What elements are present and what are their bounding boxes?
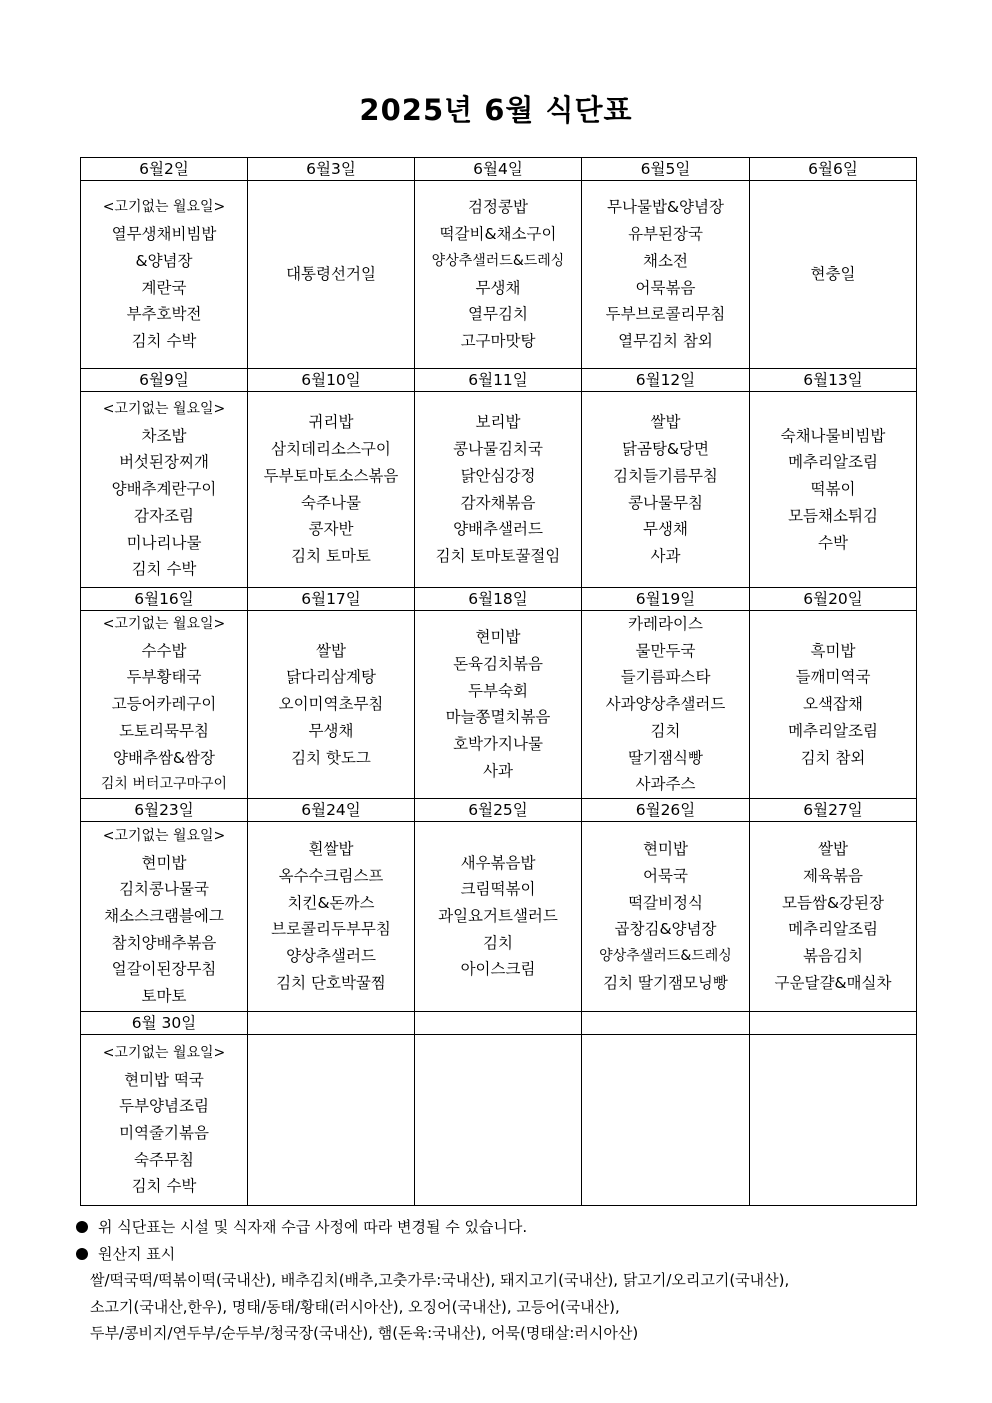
menu-item: 수수밥	[141, 641, 187, 660]
menu-item: 치킨&돈까스	[287, 893, 375, 912]
menu-item: 떡갈비&채소구이	[439, 225, 557, 244]
menu-cell	[248, 181, 415, 369]
change-notice-text: 위 식단표는 시설 및 식자재 수급 사정에 따라 변경될 수 있습니다.	[98, 1218, 528, 1236]
menu-item: 떡갈비정식	[628, 893, 703, 912]
date-cell: 6월17일	[248, 588, 415, 611]
menu-item: 현미밥	[141, 853, 187, 872]
origin-heading	[76, 1241, 936, 1268]
menu-item: 숙주무침	[134, 1150, 194, 1169]
menu-item: 과일요거트샐러드	[438, 907, 558, 926]
date-cell: 6월9일	[81, 369, 248, 392]
menu-item: 김치	[483, 933, 513, 952]
date-cell: 6월19일	[582, 588, 750, 611]
menu-item: 채소전	[643, 251, 688, 270]
menu-cell	[582, 181, 750, 369]
menu-item: 김치 단호박꿀찜	[276, 973, 386, 992]
menu-cell	[582, 611, 750, 799]
menu-item: 제육볶음	[803, 867, 863, 886]
date-cell: 6월24일	[248, 798, 415, 821]
menu-item: 김치 핫도그	[291, 748, 371, 767]
menu-item: 미역줄기볶음	[119, 1123, 209, 1142]
menu-item: 들기름파스타	[620, 668, 711, 687]
menu-item: 카레라이스	[628, 615, 703, 633]
menu-item: 김치 버터고구마구이	[100, 776, 228, 793]
menu-item: 양상추샐러드	[286, 947, 376, 966]
menu-item: 감자채볶음	[460, 493, 536, 512]
meal-plan-table	[80, 157, 917, 1206]
menu-cell	[582, 821, 750, 1011]
menu-item: <고기없는 월요일>	[102, 199, 226, 216]
menu-item: 모듬쌈&강된장	[782, 893, 884, 912]
menu-cell	[248, 392, 415, 588]
menu-item: 두부토마토소스볶음	[263, 466, 399, 485]
menu-item: 김치 토마토	[291, 546, 371, 565]
menu-cell	[415, 392, 582, 588]
menu-item: 현미밥	[475, 628, 521, 647]
menu-item: 고구마맛탕	[460, 331, 536, 350]
menu-item: 도토리묵무침	[119, 721, 209, 740]
menu-item: 아이스크림	[460, 960, 536, 979]
menu-cell	[750, 1034, 917, 1205]
menu-item: 부추호박전	[126, 305, 202, 324]
menu-item: 귀리밥	[308, 413, 354, 432]
menu-item: 쌀밥	[316, 641, 346, 660]
menu-item: 열무김치 참외	[618, 331, 713, 350]
date-cell: 6월11일	[415, 369, 582, 392]
origin-line: 쌀/떡국떡/떡볶이떡(국내산), 배추김치(배추,고춧가루:국내산), 돼지고기(국내산), 닭고기/오리고기(국내산),	[90, 1271, 790, 1289]
change-notice	[76, 1214, 936, 1241]
menu-item: 차조밥	[141, 426, 187, 445]
menu-item: 모듬채소튀김	[788, 506, 878, 525]
menu-item: 두부황태국	[126, 668, 202, 687]
menu-item: 참치양배추볶음	[111, 933, 217, 952]
origin-line: 두부/콩비지/연두부/순두부/청국장(국내산), 햄(돈육:국내산), 어묵(명태살:러시아산)	[90, 1324, 639, 1342]
menu-item: 김치들기름무침	[613, 466, 718, 485]
menu-item: 사과주스	[635, 775, 696, 794]
date-cell	[582, 1011, 750, 1034]
menu-row	[81, 392, 917, 588]
menu-item: 숙주나물	[301, 493, 361, 512]
menu-item: 무나물밥&양념장	[607, 198, 724, 217]
date-cell: 6월3일	[248, 158, 415, 181]
notes-section	[76, 1214, 936, 1347]
date-cell: 6월20일	[750, 588, 917, 611]
menu-item: 어묵국	[643, 867, 688, 886]
date-cell: 6월23일	[81, 798, 248, 821]
menu-item: 채소스크램블에그	[104, 907, 224, 926]
menu-item: 계란국	[141, 278, 187, 297]
menu-item: 콩나물무침	[628, 493, 703, 512]
menu-item: 곱창김&양념장	[614, 920, 717, 939]
date-cell	[248, 1011, 415, 1034]
menu-cell	[750, 821, 917, 1011]
date-cell: 6월5일	[582, 158, 750, 181]
menu-cell	[248, 611, 415, 799]
menu-cell	[415, 821, 582, 1011]
menu-cell	[415, 181, 582, 369]
menu-item: 양상추샐러드&드레싱	[599, 948, 732, 965]
date-header-row	[81, 1011, 917, 1034]
menu-item: 두부브로콜리무침	[605, 305, 726, 324]
menu-item: 흑미밥	[810, 641, 856, 660]
menu-item: 닭다리삼계탕	[286, 668, 376, 687]
menu-row	[81, 181, 917, 369]
menu-item: 사과양상추샐러드	[605, 695, 726, 714]
menu-cell	[415, 1034, 582, 1205]
menu-item: 양배추샐러드	[453, 520, 543, 539]
date-header-row	[81, 369, 917, 392]
date-cell: 6월16일	[81, 588, 248, 611]
date-cell: 6월4일	[415, 158, 582, 181]
menu-item: 토마토	[141, 987, 187, 1006]
menu-item: 삼치데리소스구이	[271, 440, 391, 459]
menu-item: 김치	[650, 721, 681, 740]
menu-item: 닭안심강정	[460, 466, 536, 485]
menu-cell	[81, 611, 248, 799]
date-cell: 6월12일	[582, 369, 750, 392]
date-header-row	[81, 798, 917, 821]
menu-item: 오이미역초무침	[278, 695, 384, 714]
date-cell: 6월25일	[415, 798, 582, 821]
menu-item: 메추리알조림	[788, 920, 878, 939]
menu-item: 보리밥	[475, 413, 521, 432]
menu-cell	[415, 611, 582, 799]
menu-item: 메추리알조림	[788, 453, 878, 472]
date-cell: 6월10일	[248, 369, 415, 392]
menu-item: 오색잡채	[803, 695, 863, 714]
bullet-icon	[76, 1248, 88, 1260]
menu-item: 옥수수크림스프	[278, 867, 384, 886]
menu-item: 구운달걀&매실차	[774, 973, 892, 992]
menu-item: 수박	[818, 533, 848, 552]
menu-item: 마늘쫑멸치볶음	[445, 708, 551, 727]
menu-item: 유부된장국	[628, 225, 703, 244]
menu-item: 김치 토마토꿀절임	[435, 546, 561, 565]
menu-item: 양상추샐러드&드레싱	[431, 252, 565, 269]
origin-line: 소고기(국내산,한우), 명태/동태/황태(러시아산), 오징어(국내산), 고등어(국내산),	[90, 1297, 620, 1316]
menu-item: <고기없는 월요일>	[102, 401, 226, 418]
menu-item: 콩나물김치국	[453, 440, 543, 459]
menu-item: 무생채	[308, 721, 354, 740]
page-title: 2025년 6월 식단표	[359, 93, 633, 127]
menu-item: 두부양념조림	[119, 1097, 209, 1116]
date-cell	[415, 1011, 582, 1034]
menu-item: 사과	[483, 761, 513, 780]
menu-cell	[750, 392, 917, 588]
menu-item: 버섯된장찌개	[119, 453, 209, 472]
menu-item: 메추리알조림	[788, 721, 878, 740]
menu-item: 사과	[650, 546, 681, 565]
date-header-row	[81, 158, 917, 181]
menu-cell	[750, 611, 917, 799]
menu-cell	[750, 181, 917, 369]
menu-cell	[248, 1034, 415, 1205]
menu-item: 고등어카레구이	[111, 695, 217, 714]
date-header-row	[81, 588, 917, 611]
menu-item: 열무김치	[468, 305, 528, 324]
menu-item: 양배추계란구이	[111, 480, 217, 499]
menu-item: <고기없는 월요일>	[102, 616, 226, 632]
menu-cell	[582, 392, 750, 588]
menu-item: 현미밥	[643, 840, 688, 859]
menu-item: 흰쌀밥	[308, 840, 354, 859]
date-cell: 6월 30일	[81, 1011, 248, 1034]
menu-item: 닭곰탕&당면	[622, 440, 709, 459]
menu-item: <고기없는 월요일>	[102, 827, 226, 844]
menu-item: 현충일	[810, 265, 856, 284]
menu-item: 양배추쌈&쌈장	[113, 748, 215, 767]
menu-cell	[81, 392, 248, 588]
menu-item: 김치 수박	[131, 560, 197, 579]
menu-item: 새우볶음밥	[460, 853, 536, 872]
bullet-icon	[76, 1221, 88, 1233]
menu-item: 브로콜리두부무침	[271, 920, 391, 939]
menu-item: 딸기잼식빵	[628, 748, 703, 767]
menu-item: 얼갈이된장무침	[111, 960, 217, 979]
menu-item: 두부숙회	[468, 681, 528, 700]
menu-item: 무생채	[475, 278, 521, 297]
menu-item: 김치콩나물국	[119, 880, 209, 899]
date-cell: 6월26일	[582, 798, 750, 821]
menu-item: 감자조림	[134, 506, 194, 525]
menu-cell	[81, 1034, 248, 1205]
menu-item: 쌀밥	[650, 413, 681, 432]
menu-item: 어묵볶음	[635, 278, 696, 297]
menu-item: 검정콩밥	[468, 198, 528, 217]
menu-item: 김치 참외	[800, 748, 866, 767]
menu-cell	[248, 821, 415, 1011]
date-cell	[750, 1011, 917, 1034]
menu-cell	[81, 821, 248, 1011]
menu-cell	[582, 1034, 750, 1205]
menu-item: 무생채	[643, 520, 688, 539]
menu-item: 돈육김치볶음	[453, 655, 543, 674]
menu-item: 김치 딸기잼모닝빵	[603, 973, 728, 992]
menu-item: 현미밥 떡국	[124, 1070, 204, 1089]
menu-item: 물만두국	[635, 641, 696, 660]
menu-row	[81, 821, 917, 1011]
menu-row	[81, 1034, 917, 1205]
menu-item: 열무생채비빔밥	[111, 225, 217, 244]
date-cell: 6월27일	[750, 798, 917, 821]
origin-heading-text: 원산지 표시	[98, 1244, 176, 1263]
menu-row	[81, 611, 917, 799]
date-cell: 6월13일	[750, 369, 917, 392]
menu-cell	[81, 181, 248, 369]
menu-item: 호박가지나물	[453, 735, 543, 754]
date-cell: 6월2일	[81, 158, 248, 181]
menu-item: 쌀밥	[818, 840, 848, 859]
menu-item: 대통령선거일	[286, 265, 376, 284]
menu-item: 미나리나물	[126, 533, 202, 552]
menu-item: 떡볶이	[810, 480, 856, 499]
menu-item: 숙채나물비빔밥	[780, 426, 886, 445]
menu-item: 들깨미역국	[795, 668, 871, 687]
menu-item: 크림떡볶이	[460, 880, 536, 899]
menu-item: 김치 수박	[131, 331, 197, 350]
menu-item: 볶음김치	[803, 947, 863, 966]
date-cell: 6월18일	[415, 588, 582, 611]
menu-item: <고기없는 월요일>	[102, 1044, 226, 1061]
menu-item: 콩자반	[308, 520, 354, 539]
date-cell: 6월6일	[750, 158, 917, 181]
menu-item: 김치 수박	[131, 1177, 197, 1196]
menu-item: &양념장	[135, 251, 193, 270]
